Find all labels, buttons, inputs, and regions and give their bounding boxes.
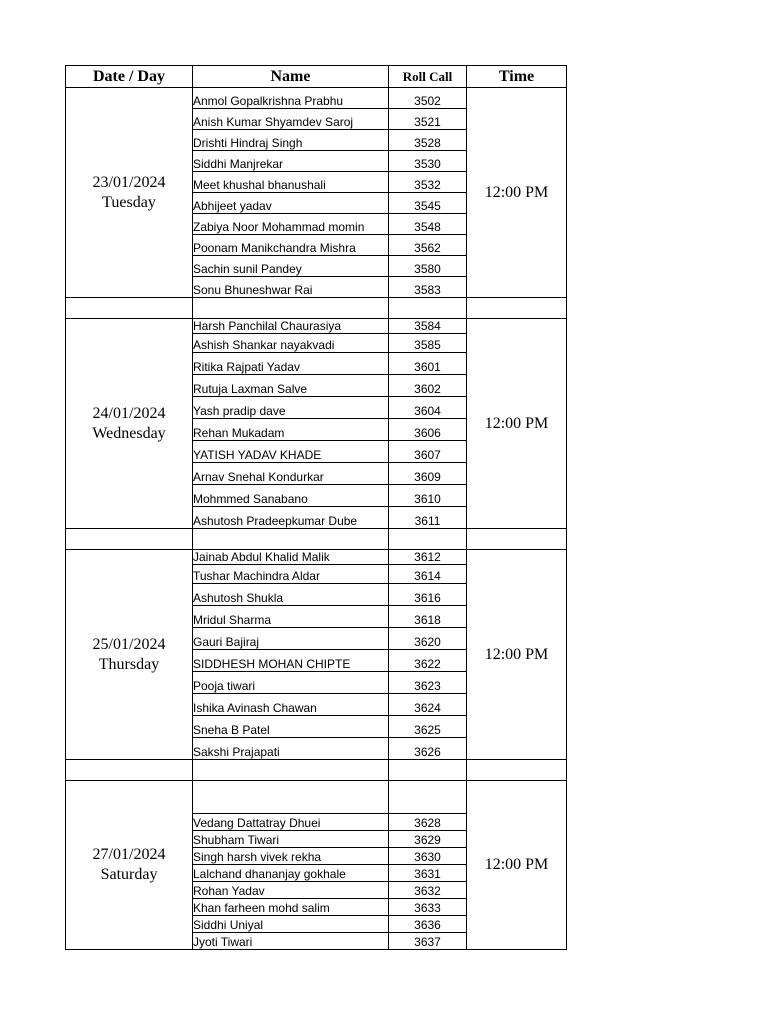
date-day-cell [66,88,193,298]
roll-call-number: 3628 [389,814,467,831]
student-name: Ashutosh Shukla [193,584,389,606]
roll-call-number: 3614 [389,565,467,584]
separator-cell [467,760,567,781]
weekday-text: Thursday [98,655,160,673]
roll-call-number: 3629 [389,831,467,848]
roll-call-number: 3584 [389,319,467,334]
header-date-day: Date / Day [66,66,193,88]
roll-call-number: 3620 [389,628,467,650]
student-name: Pooja tiwari [193,672,389,694]
date-text: 25/01/2024 [92,635,166,653]
student-name: Rohan Yadav [193,882,389,899]
date-text: 24/01/2024 [92,404,166,422]
student-name: Sachin sunil Pandey [193,256,389,277]
student-name: Vedang Dattatray Dhuei [193,814,389,831]
schedule-table [65,65,567,950]
roll-call-number: 3622 [389,650,467,672]
date-text: 23/01/2024 [92,173,166,191]
roll-call-number: 3521 [389,109,467,130]
separator-cell [193,529,389,550]
separator-cell [389,298,467,319]
student-name: Arnav Snehal Kondurkar [193,463,389,485]
separator-row [66,760,567,781]
separator-cell [193,760,389,781]
student-name: Shubham Tiwari [193,831,389,848]
table-row [66,88,567,109]
separator-row [66,298,567,319]
student-name: Abhijeet yadav [193,193,389,214]
separator-row [66,529,567,550]
roll-call-number: 3583 [389,277,467,298]
student-name: Sneha B Patel [193,716,389,738]
roll-call-number: 3545 [389,193,467,214]
roll-call-number: 3632 [389,882,467,899]
empty-roll-cell [389,781,467,814]
time-cell: 12:00 PM [467,781,567,950]
student-name: Gauri Bajiraj [193,628,389,650]
student-name: Harsh Panchilal Chaurasiya [193,319,389,334]
time-cell: 12:00 PM [467,319,567,529]
roll-call-number: 3607 [389,441,467,463]
student-name: Drishti Hindraj Singh [193,130,389,151]
empty-name-cell [193,781,389,814]
roll-call-number: 3612 [389,550,467,565]
student-name: Ritika Rajpati Yadav [193,353,389,375]
roll-call-number: 3623 [389,672,467,694]
separator-cell [66,298,193,319]
separator-cell [66,529,193,550]
roll-call-number: 3618 [389,606,467,628]
student-name: Siddhi Uniyal [193,916,389,933]
time-cell: 12:00 PM [467,550,567,760]
separator-cell [467,298,567,319]
student-name: Yash pradip dave [193,397,389,419]
roll-call-number: 3532 [389,172,467,193]
roll-call-number: 3585 [389,334,467,353]
student-name: Poonam Manikchandra Mishra [193,235,389,256]
student-name: Ishika Avinash Chawan [193,694,389,716]
roll-call-number: 3610 [389,485,467,507]
spacer-row [66,781,567,814]
weekday-text: Saturday [100,866,158,883]
student-name: Tushar Machindra Aldar [193,565,389,584]
roll-call-number: 3601 [389,353,467,375]
roll-call-number: 3502 [389,88,467,109]
table-row [66,550,567,565]
separator-cell [66,760,193,781]
roll-call-number: 3631 [389,865,467,882]
roll-call-number: 3611 [389,507,467,529]
student-name: Sonu Bhuneshwar Rai [193,277,389,298]
roll-call-number: 3626 [389,738,467,760]
schedule-body [66,88,567,950]
separator-cell [467,529,567,550]
table-row [66,319,567,334]
time-cell: 12:00 PM [467,88,567,298]
date-text: 27/01/2024 [92,846,166,863]
header-name: Name [193,66,389,88]
roll-call-number: 3528 [389,130,467,151]
student-name: Zabiya Noor Mohammad momin [193,214,389,235]
student-name: Mridul Sharma [193,606,389,628]
student-name: Ashish Shankar nayakvadi [193,334,389,353]
roll-call-number: 3630 [389,848,467,865]
roll-call-number: 3624 [389,694,467,716]
roll-call-number: 3636 [389,916,467,933]
roll-call-number: 3616 [389,584,467,606]
student-name: Anmol Gopalkrishna Prabhu [193,88,389,109]
student-name: SIDDHESH MOHAN CHIPTE [193,650,389,672]
weekday-text: Tuesday [102,193,156,211]
roll-call-number: 3625 [389,716,467,738]
student-name: Siddhi Manjrekar [193,151,389,172]
student-name: Ashutosh Pradeepkumar Dube [193,507,389,529]
date-day-cell [66,781,193,950]
student-name: Jyoti Tiwari [193,933,389,950]
roll-call-number: 3530 [389,151,467,172]
student-name: YATISH YADAV KHADE [193,441,389,463]
weekday-text: Wednesday [92,424,166,442]
separator-cell [193,298,389,319]
student-name: Rutuja Laxman Salve [193,375,389,397]
date-day-cell [66,550,193,760]
roll-call-number: 3606 [389,419,467,441]
student-name: Lalchand dhananjay gokhale [193,865,389,882]
student-name: Sakshi Prajapati [193,738,389,760]
date-day-cell [66,319,193,529]
roll-call-number: 3609 [389,463,467,485]
header-roll-call: Roll Call [389,66,467,88]
separator-cell [389,529,467,550]
student-name: Khan farheen mohd salim [193,899,389,916]
header-time: Time [467,66,567,88]
student-name: Rehan Mukadam [193,419,389,441]
student-name: Anish Kumar Shyamdev Saroj [193,109,389,130]
separator-cell [389,760,467,781]
student-name: Mohmmed Sanabano [193,485,389,507]
student-name: Meet khushal bhanushali [193,172,389,193]
roll-call-number: 3580 [389,256,467,277]
student-name: Jainab Abdul Khalid Malik [193,550,389,565]
header-row [66,66,567,88]
roll-call-number: 3562 [389,235,467,256]
roll-call-number: 3633 [389,899,467,916]
roll-call-number: 3602 [389,375,467,397]
student-name: Singh harsh vivek rekha [193,848,389,865]
roll-call-number: 3637 [389,933,467,950]
roll-call-number: 3548 [389,214,467,235]
roll-call-number: 3604 [389,397,467,419]
